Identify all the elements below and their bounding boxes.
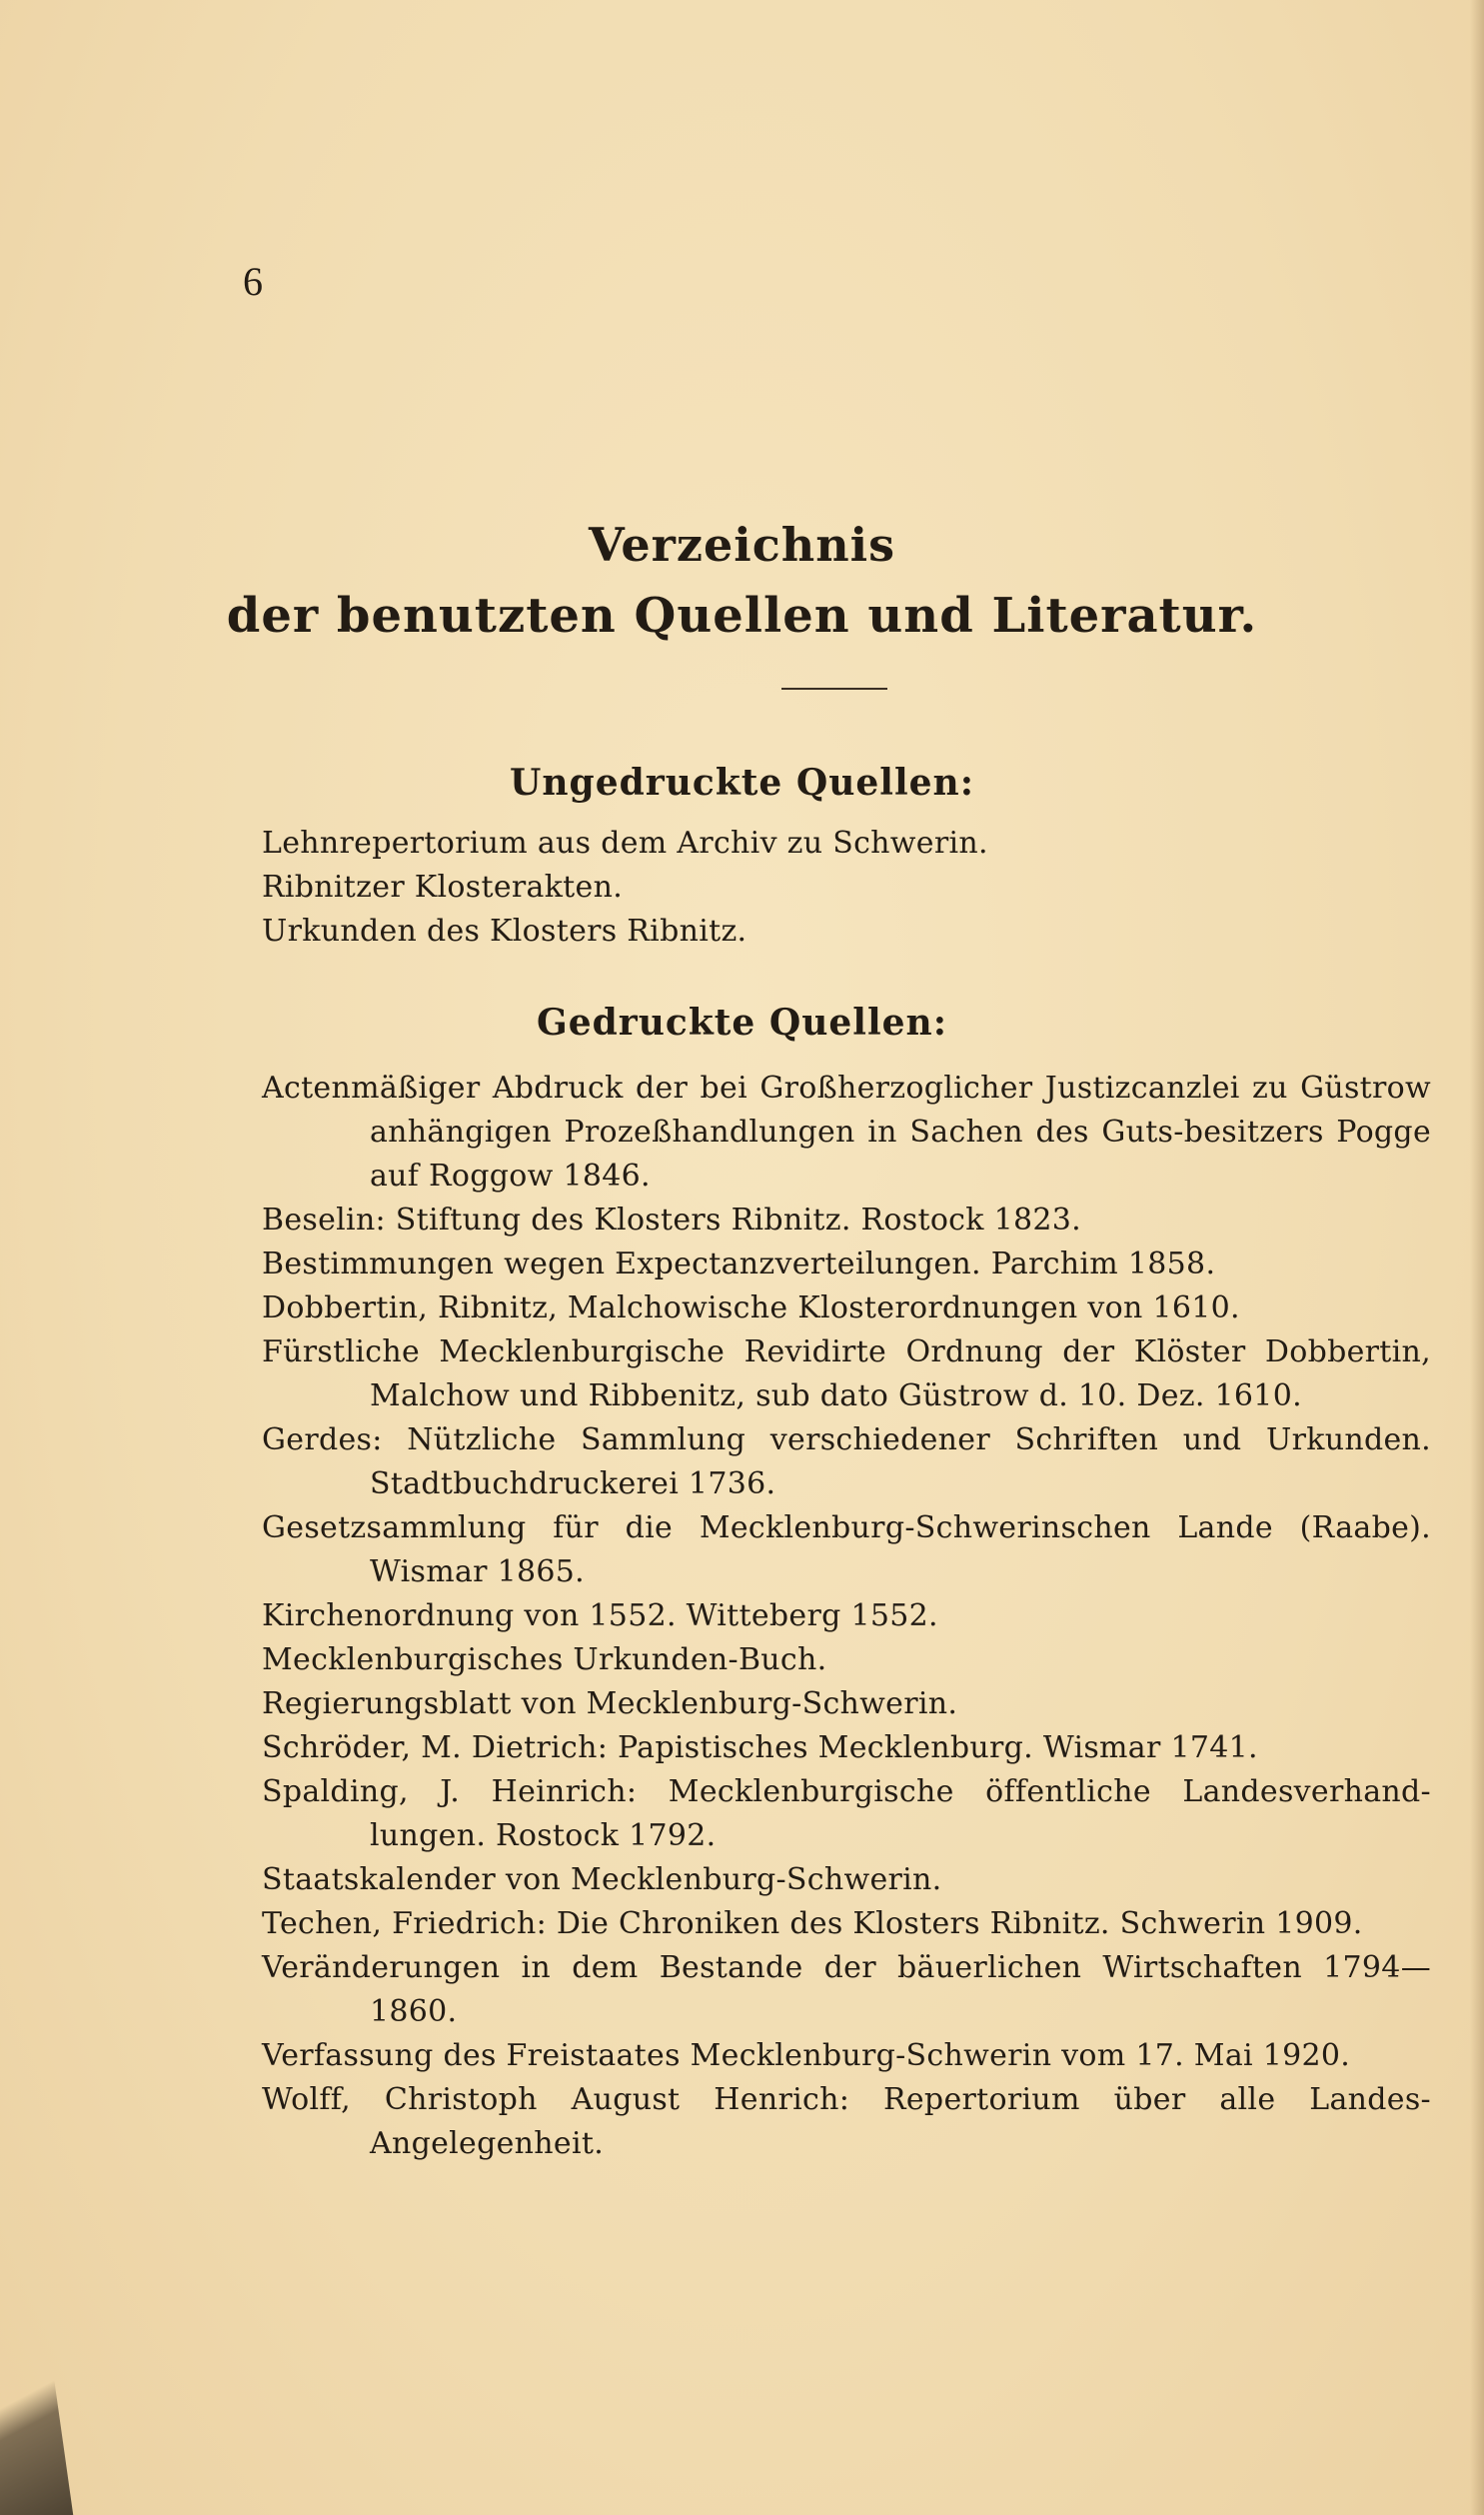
list-item: Spalding, J. Heinrich: Mecklenburgische öffentliche Landesverhand-lungen. Rostock 1792. [262, 1774, 1431, 1853]
section-heading-printed-sources: Gedruckte Quellen: [536, 1002, 948, 1044]
list-item: Kirchenordnung von 1552. Witteberg 1552. [262, 1598, 938, 1633]
page-number: 6 [243, 259, 263, 304]
list-item: Regierungsblatt von Mecklenburg-Schwerin. [262, 1686, 958, 1721]
section-heading-unprinted-sources: Ungedruckte Quellen: [509, 762, 975, 804]
list-item: Verfassung des Freistaates Mecklenburg-Schwerin vom 17. Mai 1920. [262, 2038, 1351, 2073]
page-title: Verzeichnis [588, 518, 896, 572]
list-item: Lehnrepertorium aus dem Archiv zu Schwerin. [262, 826, 988, 861]
title-divider [781, 688, 887, 690]
page-subtitle: der benutzten Quellen und Literatur. [226, 588, 1258, 644]
list-item: Beselin: Stiftung des Klosters Ribnitz. Rostock 1823. [262, 1203, 1081, 1238]
list-item: Dobbertin, Ribnitz, Malchowische Klosterordnungen von 1610. [262, 1290, 1240, 1325]
list-item: Wolff, Christoph August Henrich: Repertorium über alle Landes-Angelegenheit. [262, 2082, 1431, 2161]
unprinted-sources-list [262, 822, 1431, 954]
list-item: Gerdes: Nützliche Sammlung verschiedener Schriften und Urkunden. Stadtbuchdruckerei 1736. [262, 1422, 1431, 1501]
list-item: Mecklenburgisches Urkunden-Buch. [262, 1642, 827, 1677]
list-item: Actenmäßiger Abdruck der bei Großherzoglicher Justizcanzlei zu Güstrow anhängigen Prozeßhandlungen in Sachen des Guts-besitzers Pogge auf Roggow 1846. [262, 1071, 1431, 1194]
printed-sources-list [262, 1067, 1431, 2166]
page-corner-shadow [0, 2288, 78, 2515]
list-item: Veränderungen in dem Bestande der bäuerlichen Wirtschaften 1794—1860. [262, 1950, 1431, 2029]
list-item: Techen, Friedrich: Die Chroniken des Klosters Ribnitz. Schwerin 1909. [262, 1906, 1363, 1941]
list-item: Bestimmungen wegen Expectanzverteilungen. Parchim 1858. [262, 1247, 1216, 1281]
list-item: Urkunden des Klosters Ribnitz. [262, 914, 747, 949]
list-item: Ribnitzer Klosterakten. [262, 870, 624, 905]
list-item: Gesetzsammlung für die Mecklenburg-Schwerinschen Lande (Raabe). Wismar 1865. [262, 1510, 1431, 1589]
list-item: Staatskalender von Mecklenburg-Schwerin. [262, 1862, 942, 1897]
list-item: Fürstliche Mecklenburgische Revidirte Ordnung der Klöster Dobbertin, Malchow und Ribbenitz, sub dato Güstrow d. 10. Dez. 1610. [262, 1334, 1431, 1413]
page-edge [1470, 0, 1484, 2515]
list-item: Schröder, M. Dietrich: Papistisches Mecklenburg. Wismar 1741. [262, 1730, 1258, 1765]
